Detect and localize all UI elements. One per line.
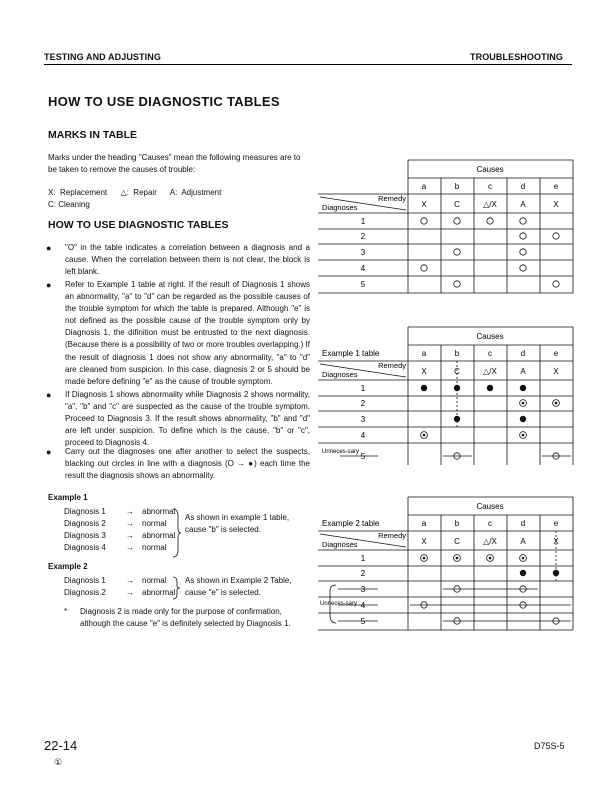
row-label: 3 bbox=[360, 585, 366, 594]
row-label: 2 bbox=[360, 399, 366, 408]
example1-rows bbox=[64, 506, 175, 554]
example1-note-line1: As shown in example 1 table, bbox=[185, 513, 290, 522]
table-example1 bbox=[318, 325, 580, 471]
example2-note-line1: As shown in Example 2 Table, bbox=[185, 576, 292, 585]
example2-heading: Example 2 bbox=[48, 562, 88, 571]
row-label: 5 bbox=[360, 452, 366, 461]
cause-letter: b bbox=[454, 519, 460, 528]
cause-letter: d bbox=[520, 182, 526, 191]
table-marks bbox=[318, 158, 580, 298]
header-right: TROUBLESHOOTING bbox=[470, 52, 563, 62]
bullet-item bbox=[46, 242, 310, 278]
remedy-label: Remedy bbox=[378, 361, 406, 370]
diagnoses-label: Diagnoses bbox=[322, 370, 358, 379]
cause-letter: e bbox=[553, 182, 559, 191]
row-label: 2 bbox=[360, 232, 366, 241]
remedy-cell: △/X bbox=[483, 367, 497, 376]
marks-intro: Marks under the heading "Causes" mean the following measures are to be taken to remove the causes of trouble: bbox=[48, 153, 301, 175]
marks-heading: MARKS IN TABLE bbox=[48, 129, 138, 141]
example1-heading: Example 1 bbox=[48, 493, 88, 502]
remedy-cell: C bbox=[454, 537, 460, 546]
bullet-text: If Diagnosis 1 shows abnormality while Diagnosis 2 shows normality, "a", "b" and "c" are suspected as the cause of the trouble symptom. Proceed to Diagnosis 3. If the result shows abnormality, "b" and "d" are left under suspicion. To define which is the cause, "b" or "c", proceed to Diagnosis 4. bbox=[65, 390, 310, 448]
causes-label: Causes bbox=[476, 332, 504, 341]
bullet-item bbox=[46, 389, 310, 449]
row-label: 2 bbox=[360, 569, 366, 578]
page-title: HOW TO USE DIAGNOSTIC TABLES bbox=[48, 94, 280, 109]
unnecessary-label: Unneces-sary bbox=[322, 449, 360, 455]
bullet-dot-icon: ● bbox=[46, 243, 52, 253]
table-example2 bbox=[318, 495, 580, 635]
remedy-cell: C bbox=[454, 200, 460, 209]
header-rule bbox=[44, 64, 572, 65]
row-label: 3 bbox=[360, 248, 366, 257]
remedy-label: Remedy bbox=[378, 194, 406, 203]
remedy-cell: X bbox=[421, 537, 427, 546]
footnote-marker: * bbox=[64, 607, 68, 616]
row-label: 4 bbox=[360, 601, 366, 610]
bullet-text: "O" in the table indicates a correlation between a diagnosis and a cause. When the correlation between them is not clear, the block is left blank. bbox=[65, 243, 310, 277]
remedy-cell: C bbox=[454, 367, 460, 376]
cause-letter: c bbox=[488, 519, 492, 528]
cause-letter: a bbox=[421, 182, 427, 191]
example1-table-label: Example 1 table bbox=[322, 349, 380, 358]
row-label: 1 bbox=[360, 217, 366, 226]
example1-brace bbox=[172, 508, 182, 558]
marks-legend-line2: C: Cleaning bbox=[48, 200, 90, 209]
remedy-cell: A bbox=[520, 200, 526, 209]
bullet-text: Refer to Example 1 table at right. If the result of Diagnosis 1 shows an abnormality, "a" to "d" can be regarded as the possible causes of the trouble symptom for which the table is prepared. Although "e" is not defined as the possible cause of the trouble symptom only by Diagnosis 1, the difinition must be entrusted to the next diagnosis. (Because there is a possibility of two or more troubles overlapping.) If the result of diagnosis 1 does not show any abnormality, "a" to "d" are cleaned from suspicion. In this case, diagnosis 2 or 5 should be made before defining "e" as the cause of trouble symptom. bbox=[65, 280, 311, 386]
model-number: D75S-5 bbox=[534, 741, 565, 751]
remedy-cell: A bbox=[520, 537, 526, 546]
cause-letter: d bbox=[520, 349, 526, 358]
bullet-dot-icon: ● bbox=[46, 447, 52, 457]
footnote-line1: Diagnosis 2 is made only for the purpose of confirmation, bbox=[80, 607, 282, 616]
howto-heading: HOW TO USE DIAGNOSTIC TABLES bbox=[48, 219, 229, 231]
remedy-cell: X bbox=[421, 200, 427, 209]
example-row: Diagnosis 2 → normal bbox=[64, 519, 167, 529]
row-label: 1 bbox=[360, 384, 366, 393]
remedy-cell: A bbox=[520, 367, 526, 376]
bullet-dot-icon: ● bbox=[46, 390, 52, 400]
cause-letter: a bbox=[421, 349, 427, 358]
remedy-cell: X bbox=[553, 537, 559, 546]
example-row: Diagnosis 2 → abnormal bbox=[64, 588, 176, 598]
cause-letter: e bbox=[553, 349, 559, 358]
bullet-dot-icon: ● bbox=[46, 280, 52, 290]
unnecessary-label: Unneces-sary bbox=[320, 601, 358, 607]
page-number: 22-14 bbox=[44, 738, 78, 753]
remedy-cell: △/X bbox=[483, 200, 497, 209]
row-label: 5 bbox=[360, 617, 366, 626]
row-label: 4 bbox=[360, 431, 366, 440]
example-row: Diagnosis 3 → abnormal bbox=[64, 531, 176, 541]
cause-letter: e bbox=[553, 519, 559, 528]
cause-letter: b bbox=[454, 182, 460, 191]
example-row: Diagnosis 4 → normal bbox=[64, 543, 167, 553]
remedy-cell: X bbox=[421, 367, 427, 376]
example-row: Diagnosis 1 → abnormal bbox=[64, 507, 176, 516]
bullet-item bbox=[46, 279, 310, 388]
cause-letter: d bbox=[520, 519, 526, 528]
remedy-cell: △/X bbox=[483, 537, 497, 546]
revision-mark: ① bbox=[54, 757, 63, 767]
example2-table-label: Example 2 table bbox=[322, 519, 380, 528]
causes-label: Causes bbox=[476, 165, 504, 174]
causes-label: Causes bbox=[476, 502, 504, 511]
marks-legend-line1: X: Replacement △: Repair A: Adjustment bbox=[48, 188, 222, 197]
remedy-cell: X bbox=[553, 200, 559, 209]
cause-letter: c bbox=[488, 349, 492, 358]
bullet-text: Carry out the diagnoses one after another to select the suspects, blacking out circles in line with a diagnosis (O → ●) each time the result the diagnosis shows an abnormality. bbox=[65, 447, 310, 481]
remedy-cell: X bbox=[553, 367, 559, 376]
example2-rows bbox=[64, 575, 175, 599]
header-left: TESTING AND ADJUSTING bbox=[44, 52, 161, 62]
example-row: Diagnosis 1 → normal bbox=[64, 576, 167, 585]
example1-note-line2: cause "b" is selected. bbox=[185, 525, 261, 534]
footnote-line2: although the cause "e" is definitely selected by Diagnosis 1. bbox=[80, 619, 291, 628]
cause-letter: a bbox=[421, 519, 427, 528]
example2-brace bbox=[172, 576, 182, 600]
cause-letter: c bbox=[488, 182, 492, 191]
remedy-label: Remedy bbox=[378, 531, 406, 540]
example2-note-line2: cause "e" is selected. bbox=[185, 588, 261, 597]
diagnoses-label: Diagnoses bbox=[322, 203, 358, 212]
row-label: 5 bbox=[360, 280, 366, 289]
bullet-item bbox=[46, 446, 310, 482]
row-label: 3 bbox=[360, 415, 366, 424]
correlation-marks bbox=[421, 218, 559, 287]
row-label: 1 bbox=[360, 554, 366, 563]
cause-letter: b bbox=[454, 349, 460, 358]
row-label: 4 bbox=[360, 264, 366, 273]
diagnoses-label: Diagnoses bbox=[322, 540, 358, 549]
